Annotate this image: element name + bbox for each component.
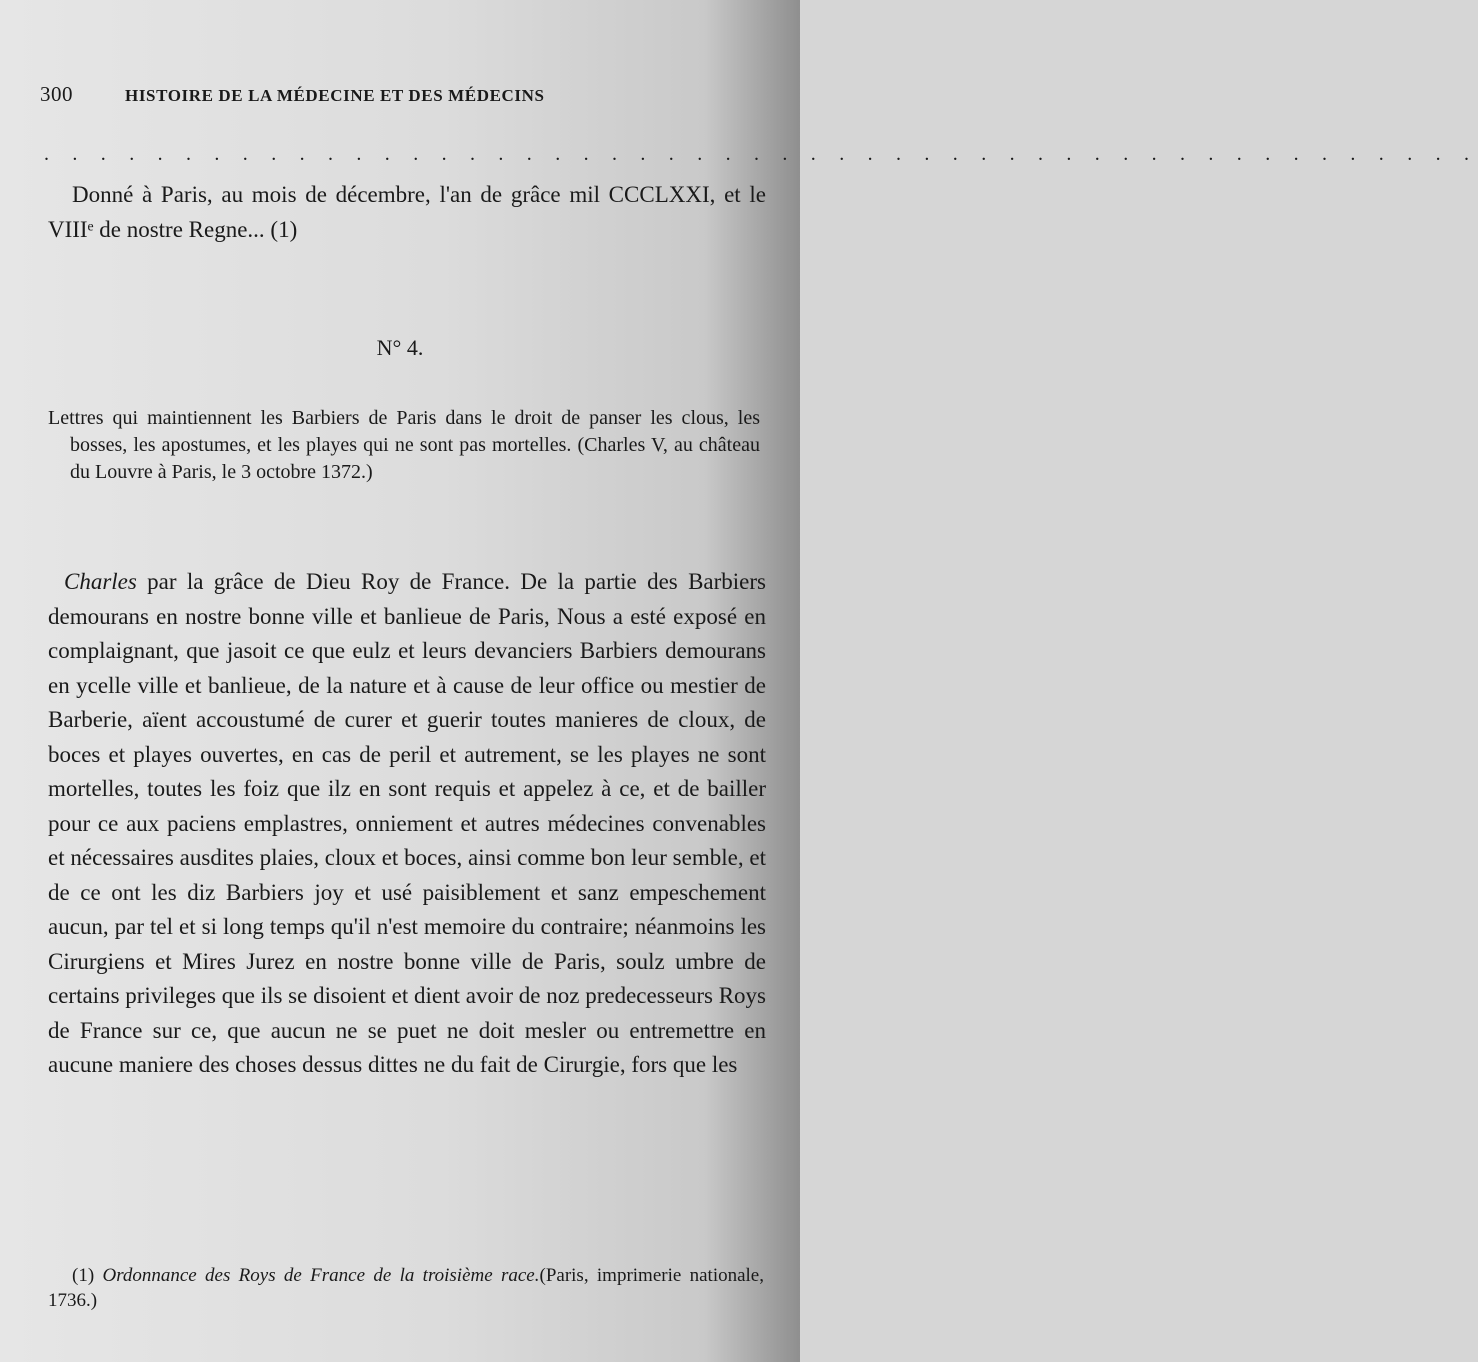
footnote-source-title: Ordonnance des Roys de France de la troisième race. xyxy=(102,1265,540,1286)
section-number: N° 4. xyxy=(376,335,424,360)
page-header xyxy=(40,82,680,107)
letter-body: par la grâce de Dieu Roy de France. De la partie des Barbiers demourans en nostre bonne ville et banlieue de Paris, Nous a esté exposé en complaignant, que jasoit ce que eulz et leurs devanciers Barbiers demourans en ycelle ville et banlieue, de la nature et à cause de leur office ou mestier de Barberie, aïent accoustumé de curer et guerir toutes manieres de cloux, de boces et playes ouvertes, en cas de peril et autrement, se les playes ne sont mortelles, toutes les foiz que ilz en sont requis et appelez à ce, et de bailler pour ce aux paciens emplastres, onniement et autres médecines convenables et nécessaires ausdites plaies, cloux et boces, ainsi comme bon leur semble, et de ce ont les diz Barbiers joy et usé paisiblement et sanz empeschement aucun, par tel et si long temps qu'il n'est memoire du contraire; néanmoins les Cirurgiens et Mires Jurez en nostre bonne ville de Paris, soulz umbre de certains privileges que ils se disoient et dient avoir de noz predecesseurs Roys de France sur ce, que aucun ne se puet ne doit mesler ou entremettre en aucune maniere des choses dessus dittes ne du fait de Cirurgie, fors que les xyxy=(48,569,766,1077)
running-title: HISTOIRE DE LA MÉDECINE ET DES MÉDECINS xyxy=(125,86,545,105)
footnote xyxy=(48,1263,764,1313)
footnote-marker: (1) xyxy=(72,1265,103,1286)
letter-paragraph xyxy=(48,565,766,1083)
footnote-imprint: (Paris, imprimerie nationale, 1736.) xyxy=(48,1265,764,1311)
king-name: Charles xyxy=(64,569,137,594)
omission-dots: . . . . . . . . . . . . . . . . . . . . . . . . . . . . . . . . . . . . . . . . . . . . . . . . . . . xyxy=(44,143,1478,165)
footnote-text xyxy=(48,1263,764,1313)
previous-document-end xyxy=(48,178,766,247)
closing-formula: Donné à Paris, au mois de décembre, l'an de grâce mil CCCLXXI, et le VIIIᵉ de nostre Regne... (1) xyxy=(48,182,766,242)
page-number: 300 xyxy=(40,82,73,106)
letter-text xyxy=(48,565,766,1083)
section-summary: Lettres qui maintiennent les Barbiers de Paris dans le droit de panser les clous, les bosses, les apostumes, et les playes qui ne sont pas mortelles. (Charles V, au château du Louvre à Paris, le 3 octobre 1372.) xyxy=(48,407,760,483)
